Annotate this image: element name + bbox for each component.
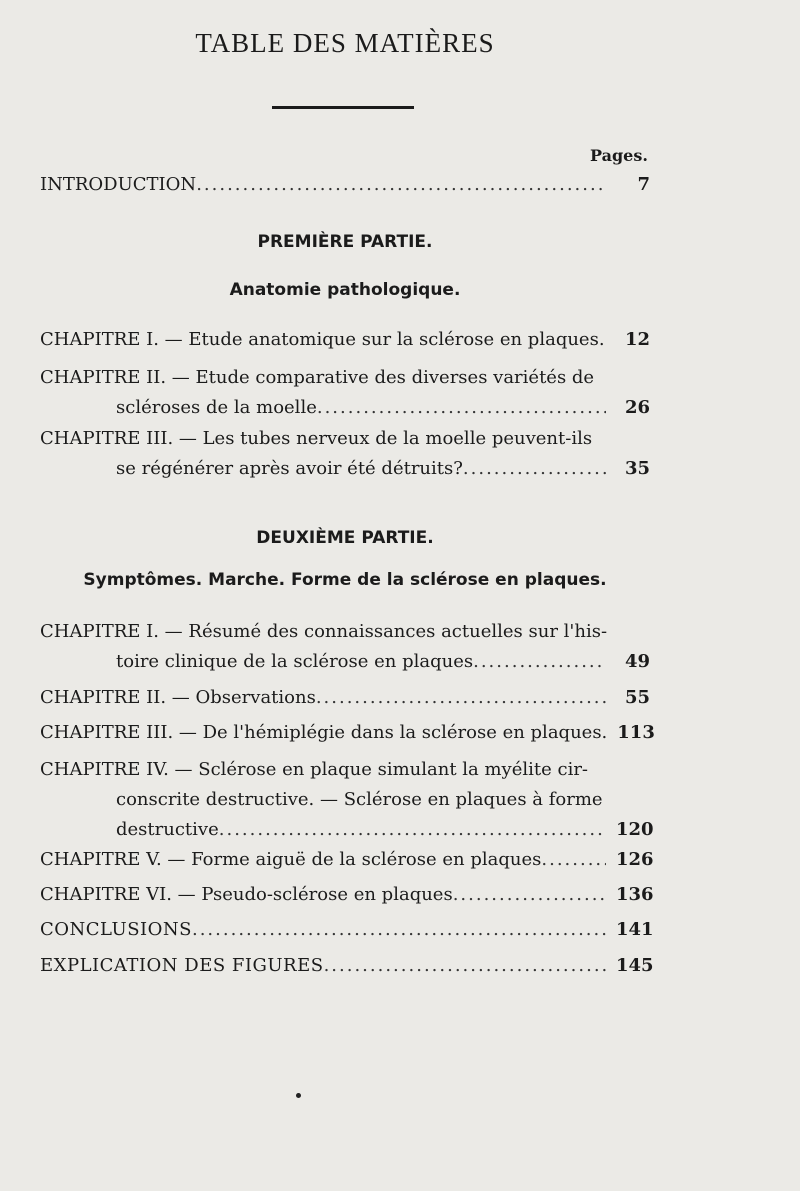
leader-dots — [317, 393, 606, 423]
leader-dots — [196, 170, 606, 200]
toc-entry-chapter — [40, 755, 654, 845]
entry-page: 12 — [624, 329, 650, 350]
entry-page: 120 — [616, 819, 654, 840]
part-subheading: Anatomie pathologique. — [229, 280, 461, 300]
leader-dots — [324, 951, 606, 981]
entry-label: CHAPITRE VI. — Pseudo-sclérose en plaques — [40, 884, 453, 905]
entry-label: CHAPITRE I. — Etude anatomique sur la sclérose en plaques. — [40, 329, 605, 350]
entry-page: 35 — [624, 458, 650, 479]
entry-page: 55 — [624, 687, 650, 708]
entry-label: CHAPITRE V. — Forme aiguë de la sclérose en plaques — [40, 849, 542, 870]
entry-page: 49 — [624, 651, 650, 672]
toc-entry-chapter — [40, 617, 650, 677]
entry-label-continued: scléroses de la moelle — [116, 397, 317, 418]
ink-dot — [296, 1093, 301, 1098]
entry-label-continued: destructive — [116, 819, 219, 840]
entry-page: 126 — [616, 849, 654, 870]
toc-entry-chapter — [40, 880, 654, 910]
toc-entry-chapter — [40, 683, 650, 713]
leader-dots — [219, 815, 606, 845]
part-heading: PREMIÈRE PARTIE. — [257, 232, 433, 252]
entry-page: 26 — [624, 397, 650, 418]
toc-entry-explication — [40, 951, 654, 981]
entry-page: 113 — [617, 722, 655, 743]
leader-dots — [473, 647, 606, 677]
entry-label: CONCLUSIONS — [40, 919, 192, 940]
entry-label: CHAPITRE III. — Les tubes nerveux de la moelle peuvent-ils — [40, 428, 593, 449]
toc-entry-chapter — [40, 718, 655, 748]
toc-entry-introduction — [40, 170, 650, 200]
page-title: TABLE DES MATIÈRES — [195, 28, 495, 58]
leader-dots — [463, 454, 606, 484]
part-subheading: Symptômes. Marche. Forme de la sclérose en plaques. — [83, 570, 607, 590]
toc-entry-conclusions — [40, 915, 654, 945]
leader-dots — [541, 845, 606, 875]
entry-page: 141 — [616, 919, 654, 940]
toc-entry-chapter — [40, 325, 650, 355]
title-rule — [272, 106, 414, 109]
entry-label-continued: toire clinique de la sclérose en plaques — [116, 651, 474, 672]
toc-entry-chapter — [40, 363, 650, 423]
leader-dots — [192, 915, 606, 945]
entry-label: CHAPITRE II. — Etude comparative des diverses variétés de — [40, 367, 595, 388]
entry-label: CHAPITRE I. — Résumé des connaissances actuelles sur l'his- — [40, 621, 608, 642]
leader-dots — [453, 880, 606, 910]
toc-entry-chapter — [40, 424, 650, 484]
leader-dots — [316, 683, 606, 713]
entry-page: 136 — [616, 884, 654, 905]
entry-label: CHAPITRE IV. — Sclérose en plaque simulant la myélite cir- — [40, 759, 589, 780]
entry-label: INTRODUCTION — [40, 174, 197, 195]
entry-label: EXPLICATION DES FIGURES — [40, 955, 324, 976]
entry-label-continued: conscrite destructive. — Sclérose en plaques à forme — [116, 789, 603, 810]
toc-entry-chapter — [40, 845, 654, 875]
entry-page: 7 — [637, 174, 650, 195]
entry-label: CHAPITRE II. — Observations — [40, 687, 316, 708]
pages-column-label: Pages. — [590, 146, 648, 165]
entry-label: CHAPITRE III. — De l'hémiplégie dans la sclérose en plaques. — [40, 722, 608, 743]
entry-page: 145 — [616, 955, 654, 976]
part-heading: DEUXIÈME PARTIE. — [256, 528, 434, 548]
entry-label-continued: se régénérer après avoir été détruits? — [116, 458, 463, 479]
